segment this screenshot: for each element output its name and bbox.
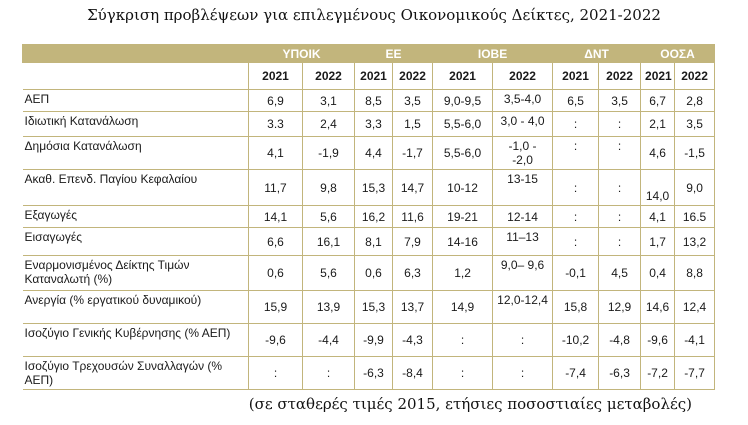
table-cell: -1,9 — [303, 137, 355, 170]
source-header: ΕΕ — [355, 45, 433, 63]
year-header: 2022 — [675, 63, 715, 90]
forecast-table — [22, 44, 715, 390]
table-cell: : — [599, 228, 641, 256]
header-corner — [23, 45, 249, 63]
table-row — [23, 137, 715, 170]
table-cell: -10,2 — [553, 324, 599, 357]
source-header: ΙΟΒΕ — [433, 45, 553, 63]
year-header-row — [23, 63, 715, 90]
table-cell: 14,0 — [641, 170, 675, 206]
table-cell: 3,5-4,0 — [493, 90, 553, 112]
row-label: ΑΕΠ — [23, 90, 249, 112]
table-cell: -4,1 — [675, 324, 715, 357]
table-cell: 2,4 — [303, 112, 355, 137]
table-cell: -9,6 — [641, 324, 675, 357]
table-cell: 3,0 - 4,0 — [493, 112, 553, 137]
table-cell: -1,5 — [675, 137, 715, 170]
table-cell: 15,3 — [355, 291, 393, 324]
table-cell: 13,7 — [393, 291, 433, 324]
table-cell: : — [249, 357, 303, 390]
table-row — [23, 112, 715, 137]
table-cell: : — [553, 228, 599, 256]
table-cell: 14,7 — [393, 170, 433, 206]
table-row — [23, 357, 715, 390]
table-cell: 13-15 — [493, 170, 553, 206]
table-cell: 1,7 — [641, 228, 675, 256]
table-cell: 16,1 — [303, 228, 355, 256]
table-cell: 12,0-12,4 — [493, 291, 553, 324]
year-header: 2021 — [249, 63, 303, 90]
table-cell: 16.5 — [675, 206, 715, 228]
source-header-row — [23, 45, 715, 63]
year-header: 2021 — [355, 63, 393, 90]
table-cell: 3,1 — [303, 90, 355, 112]
row-label: Ιδιωτική Κατανάλωση — [23, 112, 249, 137]
table-cell: -4,8 — [599, 324, 641, 357]
table-title: Σύγκριση προβλέψεων για επιλεγμένους Οικονομικούς Δείκτες, 2021-2022 — [87, 6, 661, 24]
table-cell: 6,9 — [249, 90, 303, 112]
table-cell: 8,1 — [355, 228, 393, 256]
table-row — [23, 256, 715, 291]
table-cell: : — [599, 170, 641, 206]
table-cell: 11,7 — [249, 170, 303, 206]
table-cell: : — [553, 112, 599, 137]
table-cell: 9,0– 9,6 — [493, 256, 553, 291]
table-row — [23, 206, 715, 228]
table-cell: 3.3 — [249, 112, 303, 137]
table-cell: 9,0 — [675, 170, 715, 206]
year-header: 2022 — [493, 63, 553, 90]
table-cell: 12,4 — [675, 291, 715, 324]
table-cell: : — [493, 324, 553, 357]
table-row — [23, 228, 715, 256]
table-cell: : — [303, 357, 355, 390]
table-cell: 4,1 — [641, 206, 675, 228]
table-cell: -7,7 — [675, 357, 715, 390]
row-label: Εναρμονισμένος Δείκτης Τιμών Καταναλωτή (%) — [23, 256, 249, 291]
table-cell: 9,8 — [303, 170, 355, 206]
table-cell: -4,4 — [303, 324, 355, 357]
table-cell: 14-16 — [433, 228, 493, 256]
table-cell: 5,5-6,0 — [433, 137, 493, 170]
table-cell: -7,2 — [641, 357, 675, 390]
table-cell: 3,3 — [355, 112, 393, 137]
table-cell: 15,3 — [355, 170, 393, 206]
table-cell: 5,6 — [303, 206, 355, 228]
table-cell: : — [599, 137, 641, 170]
table-row — [23, 90, 715, 112]
table-row — [23, 291, 715, 324]
source-header: ΟΟΣΑ — [641, 45, 715, 63]
row-label: Εξαγωγές — [23, 206, 249, 228]
row-label: Ακαθ. Επενδ. Παγίου Κεφαλαίου — [23, 170, 249, 206]
table-cell: 13,2 — [675, 228, 715, 256]
table-cell: 0,6 — [249, 256, 303, 291]
year-header: 2021 — [553, 63, 599, 90]
table-row — [23, 324, 715, 357]
row-label: Εισαγωγές — [23, 228, 249, 256]
table-cell: -1,7 — [393, 137, 433, 170]
table-cell: 4,6 — [641, 137, 675, 170]
table-cell: -7,4 — [553, 357, 599, 390]
table-cell: 1,5 — [393, 112, 433, 137]
table-cell: : — [553, 206, 599, 228]
table-cell: 12,9 — [599, 291, 641, 324]
table-cell: 11–13 — [493, 228, 553, 256]
table-cell: : — [493, 357, 553, 390]
table-cell: 6,6 — [249, 228, 303, 256]
table-cell: 4,5 — [599, 256, 641, 291]
table-cell: : — [553, 137, 599, 170]
table-cell: -6,3 — [355, 357, 393, 390]
table-cell: 2,1 — [641, 112, 675, 137]
table-cell: : — [599, 112, 641, 137]
table-cell: 8,8 — [675, 256, 715, 291]
table-cell: 6,5 — [553, 90, 599, 112]
table-cell: 4,1 — [249, 137, 303, 170]
table-cell: 9,0-9,5 — [433, 90, 493, 112]
table-cell: -9,9 — [355, 324, 393, 357]
table-cell: 6,3 — [393, 256, 433, 291]
table-cell: -0,1 — [553, 256, 599, 291]
table-cell: 11,6 — [393, 206, 433, 228]
row-label: Ισοζύγιο Γενικής Κυβέρνησης (% ΑΕΠ) — [23, 324, 249, 357]
table-cell: 3,5 — [393, 90, 433, 112]
table-cell: 5,6 — [303, 256, 355, 291]
year-header: 2022 — [393, 63, 433, 90]
row-label: Ισοζύγιο Τρεχουσών Συναλλαγών (% ΑΕΠ) — [23, 357, 249, 390]
table-cell: 4,4 — [355, 137, 393, 170]
row-label: Ανεργία (% εργατικού δυναμικού) — [23, 291, 249, 324]
year-corner — [23, 63, 249, 90]
table-cell: 2,8 — [675, 90, 715, 112]
table-cell: 19-21 — [433, 206, 493, 228]
source-header: ΔΝΤ — [553, 45, 641, 63]
table-cell: : — [433, 357, 493, 390]
table-cell: 15,8 — [553, 291, 599, 324]
table-cell: 0,4 — [641, 256, 675, 291]
table-cell: : — [433, 324, 493, 357]
table-cell: 1,2 — [433, 256, 493, 291]
table-cell: -9,6 — [249, 324, 303, 357]
table-cell: : — [553, 170, 599, 206]
table-cell: 3,5 — [675, 112, 715, 137]
table-cell: 7,9 — [393, 228, 433, 256]
year-header: 2021 — [433, 63, 493, 90]
table-cell: 6,7 — [641, 90, 675, 112]
table-cell: 14,9 — [433, 291, 493, 324]
table-row — [23, 170, 715, 206]
table-cell: 12-14 — [493, 206, 553, 228]
year-header: 2022 — [303, 63, 355, 90]
table-cell: : — [599, 206, 641, 228]
table-cell: 15,9 — [249, 291, 303, 324]
table-cell: 14,6 — [641, 291, 675, 324]
year-header: 2022 — [599, 63, 641, 90]
table-cell: -4,3 — [393, 324, 433, 357]
table-cell: 0,6 — [355, 256, 393, 291]
row-label: Δημόσια Κατανάλωση — [23, 137, 249, 170]
table-note: (σε σταθερές τιμές 2015, ετήσιες ποσοστιαίες μεταβολές) — [248, 395, 692, 413]
table-cell: 10-12 — [433, 170, 493, 206]
table-cell: 13,9 — [303, 291, 355, 324]
table-cell: 16,2 — [355, 206, 393, 228]
table-cell: 8,5 — [355, 90, 393, 112]
source-header: ΥΠΟΙΚ — [249, 45, 355, 63]
table-cell: 5,5-6,0 — [433, 112, 493, 137]
year-header: 2021 — [641, 63, 675, 90]
table-cell: 14,1 — [249, 206, 303, 228]
table-cell: -1,0 - -2,0 — [493, 137, 553, 170]
table-cell: 3,5 — [599, 90, 641, 112]
table-cell: -8,4 — [393, 357, 433, 390]
table-cell: -6,3 — [599, 357, 641, 390]
